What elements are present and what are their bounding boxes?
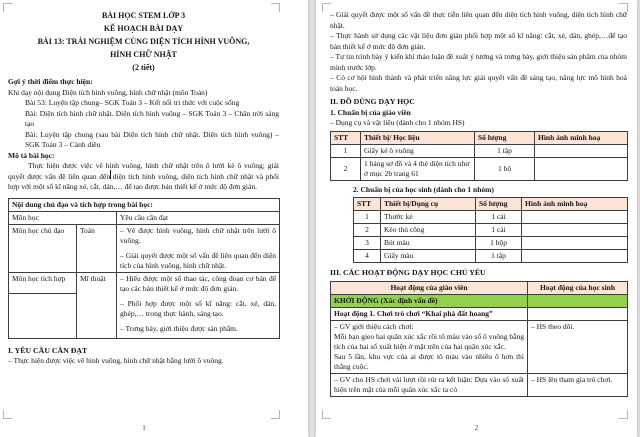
table-row bbox=[331, 373, 628, 396]
document-page-2[interactable] bbox=[316, 0, 637, 437]
header-teacher-activity: Hoạt động của giáo viên bbox=[331, 281, 528, 294]
cell-student-activity: – HS lên tham gia trò chơi. bbox=[528, 373, 628, 396]
doc-title-line: BÀI HỌC STEM LỚP 3 bbox=[101, 11, 186, 20]
cell-requirements bbox=[117, 224, 280, 272]
table-header-row bbox=[331, 281, 628, 294]
description-heading: Mô tả bài học: bbox=[8, 150, 55, 160]
phase-label: KHỞI ĐỘNG (Xác định vấn đề) bbox=[331, 294, 528, 307]
doc-title-line: (2 tiết) bbox=[132, 63, 155, 72]
cell-stt: 1 bbox=[331, 144, 361, 157]
table-row bbox=[331, 144, 628, 157]
cell-empty bbox=[9, 293, 77, 338]
phase-empty-cell bbox=[528, 294, 628, 307]
cell-quantity: 1 bộ bbox=[475, 157, 535, 180]
cell-requirements bbox=[117, 272, 280, 338]
page-number: 1 bbox=[142, 424, 146, 432]
header-stt: STT bbox=[354, 198, 381, 211]
header-equipment: Thiết bị/ Học liệu bbox=[361, 131, 475, 144]
hint-line: Khi dạy nội dung Diện tích hình vuông, hình chữ nhật (môn Toán) bbox=[8, 87, 208, 97]
student-prep-heading: 2. Chuẩn bị của học sinh (dành cho 1 nhóm) bbox=[353, 184, 494, 194]
table-row bbox=[354, 237, 628, 250]
cell-equipment: Thước kẻ bbox=[381, 211, 476, 224]
column-header-requirement: Yêu cầu cần đạt bbox=[117, 211, 280, 224]
activities-table bbox=[330, 281, 628, 397]
header-quantity: Số lượng bbox=[475, 131, 535, 144]
header-student-activity: Hoạt động của học sinh bbox=[528, 281, 628, 294]
cell-equipment: Giấy kẻ ô vuông bbox=[361, 144, 475, 157]
cell-subject-role: Môn học tích hợp bbox=[9, 272, 77, 293]
cell-equipment: Giấy màu bbox=[381, 250, 476, 263]
cell-image bbox=[522, 224, 628, 237]
table-row bbox=[354, 250, 628, 263]
table-row bbox=[331, 320, 628, 373]
table-caption-cell: Nội dung chủ đạo và tích hợp trong bài học: bbox=[9, 198, 280, 211]
requirement-item: – Hiểu được một số thao tác, công đoạn cơ bản để tạo các bản thiết kế ở mức độ đơn giản. bbox=[120, 273, 277, 293]
goal-line: – Giải quyết được một số vấn đề thực tiễn liên quan đến diện tích hình vuông, diện tích hình chữ nhật. bbox=[330, 10, 627, 30]
column-header-subject: Môn học bbox=[9, 211, 117, 224]
header-stt: STT bbox=[331, 131, 361, 144]
crop-mark-bottom-left bbox=[3, 410, 12, 419]
table-header-row bbox=[354, 198, 628, 211]
cell-student-activity: – HS theo dõi. bbox=[528, 320, 628, 373]
cell-quantity: 1 tập bbox=[476, 250, 522, 263]
section1-heading: I. YÊU CẦU CẦN ĐẠT bbox=[8, 345, 88, 355]
section1-line: – Thực hiện được việc vẽ hình vuông, hình chữ nhật bằng lưới ô vuông. bbox=[8, 356, 224, 365]
cell-equipment: 1 bảng sơ đồ và 4 thẻ diện tích như ở mục 2b trang 61 bbox=[361, 157, 475, 180]
table-row bbox=[9, 272, 280, 293]
cell-equipment: Kéo thủ công bbox=[381, 224, 476, 237]
requirement-item: – Giải quyết được một số vấn đề liên quan đến diện tích của hình vuông, hình chữ nhật. bbox=[120, 250, 277, 270]
table-row bbox=[9, 224, 280, 272]
reference-line: Bài: Luyện tập chung (sau bài Diện tích hình chữ nhật. Diện tích hình vuông) – SGK Toán 3 – Cánh diều bbox=[25, 129, 279, 149]
activity-title-row bbox=[331, 307, 628, 320]
cell-teacher-activity bbox=[331, 320, 528, 373]
description-text: Thực hiện được việc vẽ hình vuông, hình chữ nhật trên ô lưới kẻ ô vuông; giải quyết được vấn đề liên quan đến diện tích hình vuông, diện tích hình chữ nhật và phối hợp với một số kĩ năng xé, cắt, dán,… để tạo được bản thiết kế ở mức độ đơn giản. bbox=[8, 161, 279, 191]
cell-stt: 2 bbox=[331, 157, 361, 180]
page1-text-body[interactable] bbox=[8, 9, 279, 367]
reference-line: Bài 53: Luyện tập chung– SGK Toán 3 – Kết nối tri thức với cuộc sống bbox=[25, 98, 240, 107]
doc-title-line: BÀI 13: TRẢI NGHIỆM CÙNG DIỆN TÍCH HÌNH VUÔNG, bbox=[37, 37, 250, 46]
cell-image bbox=[535, 144, 628, 157]
cell-quantity: 1 cái bbox=[476, 211, 522, 224]
table-row bbox=[354, 211, 628, 224]
cell-stt: 4 bbox=[354, 250, 381, 263]
cell-image bbox=[535, 157, 628, 180]
page2-text-body[interactable] bbox=[330, 10, 627, 397]
header-quantity: Số lượng bbox=[476, 198, 522, 211]
header-image: Hình ảnh minh hoạ bbox=[522, 198, 628, 211]
cell-image bbox=[522, 211, 628, 224]
table-row bbox=[9, 211, 280, 224]
cell-course: Mĩ thuật bbox=[77, 272, 117, 338]
section2-heading: II. ĐỒ DÙNG DẠY HỌC bbox=[330, 97, 415, 106]
requirement-item: – Phối hợp được một số kĩ năng: cắt, xé, dán, ghép,… trong thực hành, sáng tạo. bbox=[120, 298, 277, 318]
cell-course: Toán bbox=[77, 224, 117, 272]
cell-empty bbox=[528, 307, 628, 320]
reference-line: Bài: Diện tích hình chữ nhật. Diện tích hình vuông – SGK Toán 3 – Chân trời sáng tạo bbox=[25, 108, 279, 128]
page-number: 2 bbox=[474, 424, 479, 432]
cell-teacher-activity: – GV cho HS chơi vài lượt rồi rút ra kết luận: Dựa vào số xuất hiện trên mặt của mỗi quân xúc xắc ta có bbox=[331, 373, 528, 396]
phase-row bbox=[331, 294, 628, 307]
cell-stt: 1 bbox=[354, 211, 381, 224]
student-prep-table bbox=[353, 197, 628, 263]
table-row bbox=[9, 198, 280, 211]
header-equipment: Thiết bị/Dụng cụ bbox=[381, 198, 476, 211]
activity-step: Mỗi bạn gieo hai quân xúc xắc rồi tô màu vào số ô vuông bằng tích của hai số xuất hiện ở mặt trên của hai quân xúc xắc. bbox=[334, 331, 524, 351]
goal-line: – Tự tin trình bày ý kiến khi thảo luận đề xuất ý tưởng và trưng bày, giới thiệu sản phẩm của nhóm mình trước lớp. bbox=[330, 52, 627, 72]
cell-quantity: 1 cái bbox=[476, 224, 522, 237]
goal-line: – Có cơ hội hình thành và phát triển năng lực giải quyết vấn đề sáng tạo, năng lực mô hình hoá toán học. bbox=[330, 73, 627, 93]
section3-heading: III. CÁC HOẠT ĐỘNG DẠY HỌC CHỦ YẾU bbox=[330, 268, 486, 277]
activity-step: – GV giới thiệu cách chơi: bbox=[334, 321, 414, 331]
crop-mark-bottom-right bbox=[271, 410, 280, 419]
activity-title: Hoạt động 1. Chơi trò chơi “Khai phá đất hoang” bbox=[331, 307, 528, 320]
activity-step: Sau 5 lần, khu vực của ai được tô màu vào nhiều ô hơn thì thắng cuộc. bbox=[334, 351, 524, 371]
cell-quantity: 1 hộp bbox=[476, 237, 522, 250]
table-row bbox=[354, 224, 628, 237]
requirement-item: – Vẽ được hình vuông, hình chữ nhật trên lưới ô vuông. bbox=[120, 225, 277, 245]
teacher-prep-note: – Dụng cụ và vật liệu (dành cho 1 nhóm HS) bbox=[330, 118, 465, 127]
requirement-item: – Trưng bày, giới thiệu được sản phẩm. bbox=[120, 323, 238, 333]
doc-title-line: HÌNH CHỮ NHẬT bbox=[110, 50, 177, 59]
cell-quantity: 1 tập bbox=[475, 144, 535, 157]
document-page-1[interactable] bbox=[0, 0, 308, 437]
crop-mark-bottom-right bbox=[619, 410, 628, 419]
cell-stt: 3 bbox=[354, 237, 381, 250]
cell-equipment: Bút màu bbox=[381, 237, 476, 250]
cell-image bbox=[522, 250, 628, 263]
table-header-row bbox=[331, 131, 628, 144]
cell-stt: 2 bbox=[354, 224, 381, 237]
hint-heading: Gợi ý thời điểm thực hiện: bbox=[8, 77, 93, 86]
cell-subject-role: Môn học chủ đạo bbox=[9, 224, 77, 272]
header-image: Hình ảnh minh hoạ bbox=[535, 131, 628, 144]
goal-line: – Thực hành sử dụng các vật liệu đơn giản phối hợp một số kĩ năng: cắt, xé, dán, ghép,…để tạo bản thiết kế ở mức độ đơn giản. bbox=[330, 31, 627, 51]
cell-image bbox=[522, 237, 628, 250]
teacher-prep-table bbox=[330, 131, 628, 181]
subject-integration-table bbox=[8, 198, 280, 339]
doc-title-line: KẾ HOẠCH BÀI DẠY bbox=[103, 24, 184, 33]
teacher-prep-heading: 1. Chuẩn bị của giáo viên bbox=[330, 107, 411, 117]
table-row bbox=[331, 157, 628, 180]
crop-mark-bottom-left bbox=[322, 410, 331, 419]
